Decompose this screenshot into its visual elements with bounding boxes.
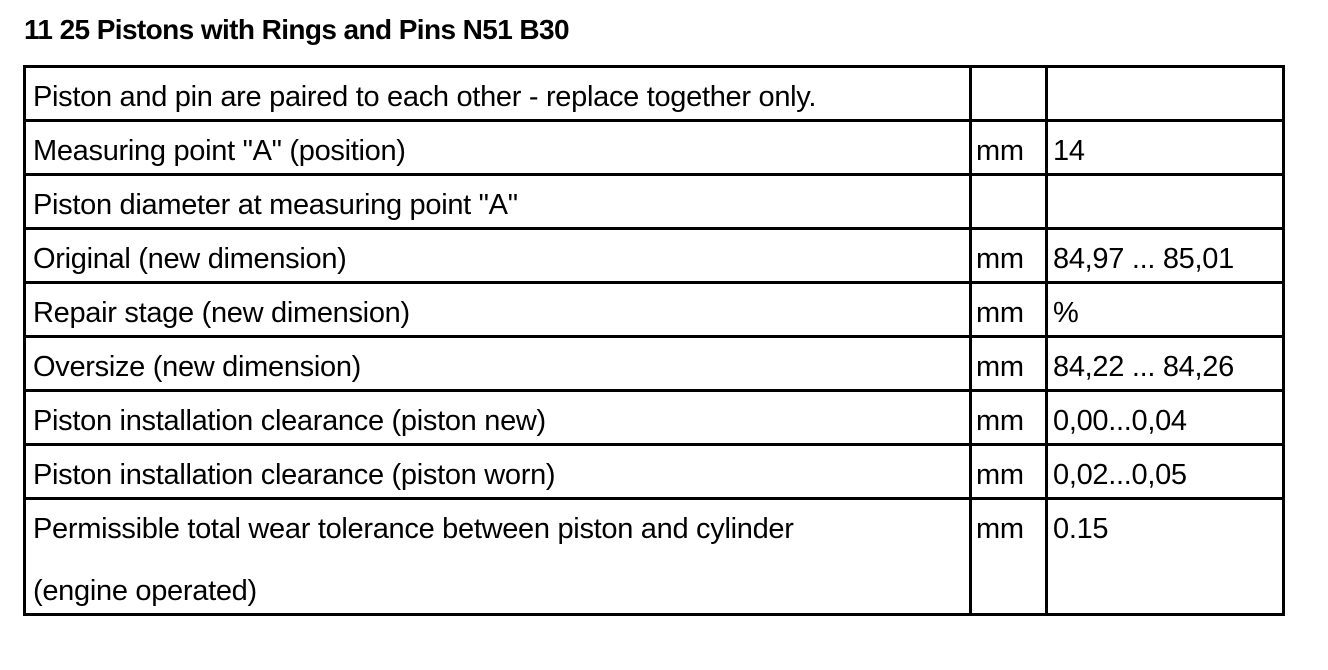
- table-row: [25, 391, 1284, 445]
- row-value: 0.15: [1047, 499, 1284, 615]
- table-row: [25, 499, 1284, 615]
- row-description: Repair stage (new dimension): [25, 283, 971, 337]
- table-row: [25, 283, 1284, 337]
- row-unit: [971, 175, 1047, 229]
- row-unit: mm: [971, 229, 1047, 283]
- row-description: Oversize (new dimension): [25, 337, 971, 391]
- row-value: 14: [1047, 121, 1284, 175]
- table-row: [25, 121, 1284, 175]
- row-unit: [971, 67, 1047, 121]
- row-unit: mm: [971, 337, 1047, 391]
- row-value: [1047, 67, 1284, 121]
- row-value: 0,02...0,05: [1047, 445, 1284, 499]
- row-value: %: [1047, 283, 1284, 337]
- row-value: 84,22 ... 84,26: [1047, 337, 1284, 391]
- row-value: 84,97 ... 85,01: [1047, 229, 1284, 283]
- row-unit: mm: [971, 445, 1047, 499]
- row-description: Piston diameter at measuring point "A": [25, 175, 971, 229]
- table-row: [25, 229, 1284, 283]
- row-description: Original (new dimension): [25, 229, 971, 283]
- row-value: [1047, 175, 1284, 229]
- row-description: Permissible total wear tolerance between piston and cylinder: [33, 513, 794, 545]
- row-value: 0,00...0,04: [1047, 391, 1284, 445]
- row-description-cell: [25, 499, 971, 615]
- row-unit: mm: [971, 121, 1047, 175]
- row-description: Piston and pin are paired to each other - replace together only.: [25, 67, 971, 121]
- document-title: 11 25 Pistons with Rings and Pins N51 B30: [24, 14, 569, 45]
- row-unit: mm: [971, 283, 1047, 337]
- row-unit: mm: [971, 391, 1047, 445]
- table-row: [25, 337, 1284, 391]
- table-row: [25, 67, 1284, 121]
- row-description: Piston installation clearance (piston worn): [25, 445, 971, 499]
- row-unit: mm: [971, 499, 1047, 615]
- row-description-continued: (engine operated): [33, 575, 257, 607]
- row-description: Measuring point "A" (position): [25, 121, 971, 175]
- spec-table: [23, 65, 1285, 616]
- row-description: Piston installation clearance (piston new): [25, 391, 971, 445]
- table-row: [25, 445, 1284, 499]
- table-row: [25, 175, 1284, 229]
